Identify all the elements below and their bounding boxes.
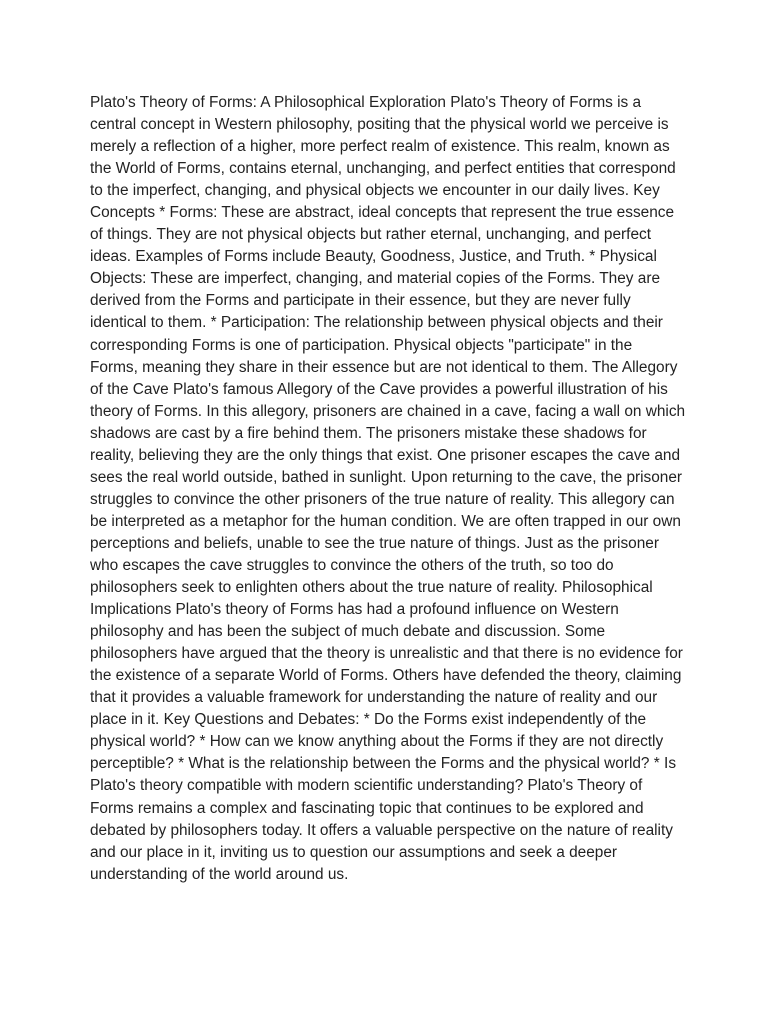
text-line: Implications Plato's theory of Forms has had a profound influence on Western [90, 601, 619, 619]
text-line: be interpreted as a metaphor for the human condition. We are often trapped in our own [90, 512, 681, 530]
text-line: the World of Forms, contains eternal, unchanging, and perfect entities that correspond [90, 160, 676, 178]
text-line: derived from the Forms and participate in their essence, but they are never fully [90, 292, 631, 310]
text-line: Forms, meaning they share in their essence but are not identical to them. The Allegory [90, 358, 678, 376]
text-line: that it provides a valuable framework for understanding the nature of reality and our [90, 689, 658, 707]
text-line: theory of Forms. In this allegory, prisoners are chained in a cave, facing a wall on which [90, 402, 686, 420]
text-line: of the Cave Plato's famous Allegory of the Cave provides a powerful illustration of his [90, 380, 668, 398]
text-line: perceptible? * What is the relationship between the Forms and the physical world? * Is [90, 755, 677, 773]
text-line: ideas. Examples of Forms include Beauty, Goodness, Justice, and Truth. * Physical [90, 248, 657, 266]
document-body-text [90, 92, 690, 886]
text-line: philosophers seek to enlighten others about the true nature of reality. Philosophical [90, 579, 653, 597]
text-line: understanding of the world around us. [90, 865, 349, 883]
text-line: and our place in it, inviting us to question our assumptions and seek a deeper [90, 843, 618, 861]
text-line: philosophers have argued that the theory is unrealistic and that there is no evidence for [90, 645, 683, 663]
text-line: Objects: These are imperfect, changing, and material copies of the Forms. They are [90, 270, 661, 288]
text-line: corresponding Forms is one of participation. Physical objects "participate" in the [90, 336, 633, 354]
text-line: place in it. Key Questions and Debates: * Do the Forms exist independently of the [90, 711, 647, 729]
text-line: Concepts * Forms: These are abstract, ideal concepts that represent the true essence [90, 204, 675, 222]
text-line: reality, believing they are the only things that exist. One prisoner escapes the cave and [90, 446, 681, 464]
text-line: of things. They are not physical objects but rather eternal, unchanging, and perfect [90, 226, 651, 244]
text-line: debated by philosophers today. It offers a valuable perspective on the nature of reality [90, 821, 673, 839]
text-line: physical world? * How can we know anything about the Forms if they are not directly [90, 733, 664, 751]
text-line: central concept in Western philosophy, positing that the physical world we perceive is [90, 116, 669, 134]
text-line: shadows are cast by a fire behind them. The prisoners mistake these shadows for [90, 424, 647, 442]
text-line: identical to them. * Participation: The relationship between physical objects and their [90, 314, 663, 332]
text-line: philosophy and has been the subject of much debate and discussion. Some [90, 623, 606, 641]
text-line: merely a reflection of a higher, more perfect realm of existence. This realm, known as [90, 138, 670, 156]
text-line: Plato's Theory of Forms: A Philosophical Exploration Plato's Theory of Forms is a [90, 94, 642, 111]
text-line: who escapes the cave struggles to convince the others of the truth, so too do [90, 556, 614, 574]
text-line: sees the real world outside, bathed in sunlight. Upon returning to the cave, the prisoner [90, 468, 683, 486]
text-line: the existence of a separate World of Forms. Others have defended the theory, claiming [90, 667, 682, 685]
text-line: struggles to convince the other prisoners of the true nature of reality. This allegory can [90, 490, 675, 508]
text-line: Forms remains a complex and fascinating topic that continues to be explored and [90, 799, 644, 817]
text-line: perceptions and beliefs, unable to see the true nature of things. Just as the prisoner [90, 534, 659, 552]
text-line: Plato's theory compatible with modern scientific understanding? Plato's Theory of [90, 777, 643, 795]
text-line: to the imperfect, changing, and physical objects we encounter in our daily lives. Key [90, 182, 660, 200]
